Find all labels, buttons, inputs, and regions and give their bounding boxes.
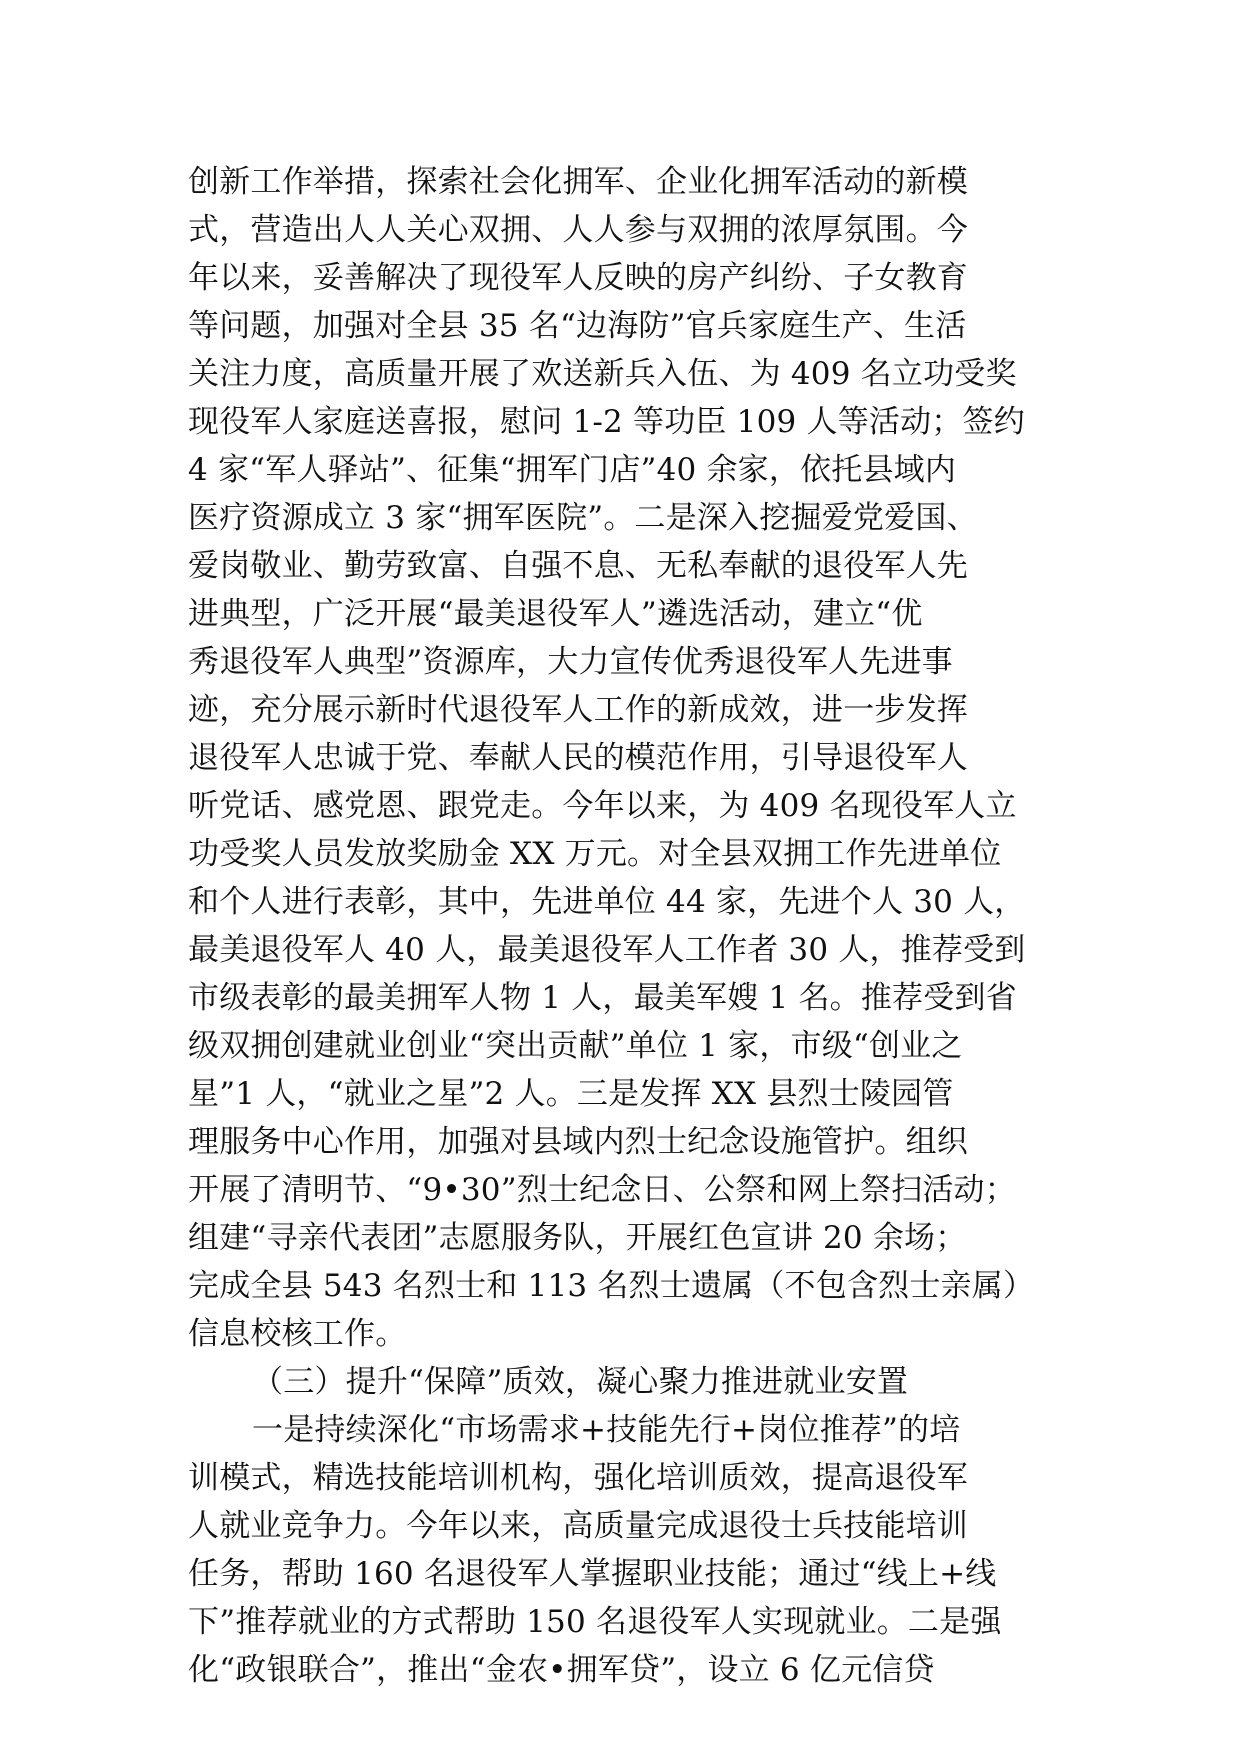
paragraph-line: 信息校核工作。: [188, 1316, 407, 1352]
paragraph-line: 关注力度，高质量开展了欢送新兵入伍、为 409 名立功受奖: [188, 356, 1017, 392]
paragraph-line: 退役军人忠诚于党、奉献人民的模范作用，引导退役军人: [188, 740, 968, 776]
section-heading: （三）提升“保障”质效，凝心聚力推进就业安置: [252, 1364, 909, 1400]
paragraph-line: 组建“寻亲代表团”志愿服务队，开展红色宣讲 20 余场；: [188, 1220, 967, 1256]
paragraph-line: 等问题，加强对全县 35 名“边海防”官兵家庭生产、生活: [188, 308, 967, 344]
paragraph-line: 现役军人家庭送喜报，慰问 1-2 等功臣 109 人等活动；签约: [188, 404, 1025, 440]
paragraph-line: 听党话、感党恩、跟党走。今年以来，为 409 名现役军人立: [188, 788, 1017, 824]
paragraph-line: 级双拥创建就业创业“突出贡献”单位 1 家，市级“创业之: [188, 1028, 963, 1064]
paragraph-line: 功受奖人员发放奖励金 XX 万元。对全县双拥工作先进单位: [188, 836, 1002, 872]
paragraph-line: 4 家“军人驿站”、征集“拥军门店”40 余家，依托县域内: [188, 452, 957, 488]
paragraph-line: 化“政银联合”，推出“金农•拥军贷”，设立 6 亿元信贷: [188, 1652, 935, 1688]
paragraph-line: 迹，充分展示新时代退役军人工作的新成效，进一步发挥: [188, 692, 968, 728]
paragraph-line: 一是持续深化“市场需求+技能先行+岗位推荐”的培: [252, 1412, 961, 1448]
paragraph-line: 秀退役军人典型”资源库，大力宣传优秀退役军人先进事: [188, 644, 953, 680]
paragraph-line: 市级表彰的最美拥军人物 1 人，最美军嫂 1 名。推荐受到省: [188, 980, 1017, 1016]
paragraph-line: 和个人进行表彰，其中，先进单位 44 家，先进个人 30 人，: [188, 884, 1026, 920]
paragraph-line: 式，营造出人人关心双拥、人人参与双拥的浓厚氛围。今: [188, 212, 968, 248]
paragraph-line: 完成全县 543 名烈士和 113 名烈士遗属（不包含烈士亲属）: [188, 1268, 1035, 1304]
paragraph-line: 星”1 人，“就业之星”2 人。三是发挥 XX 县烈士陵园管: [188, 1076, 954, 1112]
paragraph-line: 创新工作举措，探索社会化拥军、企业化拥军活动的新模: [188, 164, 968, 200]
paragraph-line: 下”推荐就业的方式帮助 150 名退役军人实现就业。二是强: [188, 1604, 1002, 1640]
paragraph-line: 理服务中心作用，加强对县域内烈士纪念设施管护。组织: [188, 1124, 968, 1160]
paragraph-line: 开展了清明节、“9•30”烈士纪念日、公祭和网上祭扫活动；: [188, 1172, 1016, 1208]
paragraph-line: 年以来，妥善解决了现役军人反映的房产纠纷、子女教育: [188, 260, 968, 296]
paragraph-line: 人就业竞争力。今年以来，高质量完成退役士兵技能培训: [188, 1508, 968, 1544]
paragraph-line: 爱岗敬业、勤劳致富、自强不息、无私奉献的退役军人先: [188, 548, 968, 584]
paragraph-line: 任务，帮助 160 名退役军人掌握职业技能；通过“线上+线: [188, 1556, 997, 1592]
document-body: [188, 158, 1068, 1694]
paragraph-line: 医疗资源成立 3 家“拥军医院”。二是深入挖掘爱党爱国、: [188, 500, 978, 536]
paragraph-line: 最美退役军人 40 人，最美退役军人工作者 30 人，推荐受到: [188, 932, 1026, 968]
paragraph-line: 训模式，精选技能培训机构，强化培训质效，提高退役军: [188, 1460, 968, 1496]
paragraph-line: 进典型，广泛开展“最美退役军人”遴选活动，建立“优: [188, 596, 923, 632]
